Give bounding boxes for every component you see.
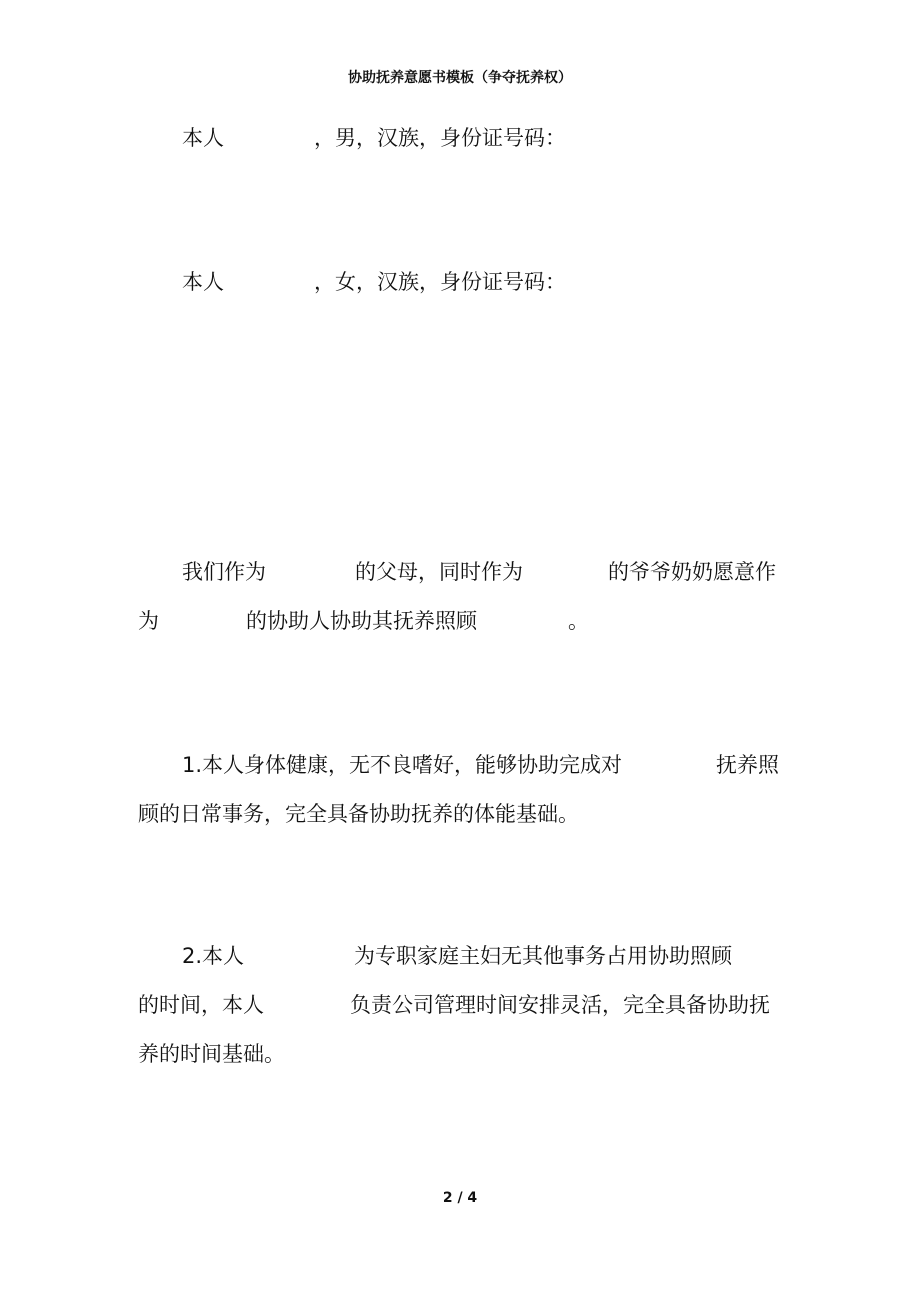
paragraph-line (138, 981, 782, 1030)
item-2-paragraph (138, 932, 782, 1079)
intro-text: 我们作为 (182, 560, 266, 584)
person-details: ，女，汉族，身份证号码： (314, 270, 566, 294)
item-text: 为专职家庭主妇无其他事务占用协助照顾 (354, 944, 732, 968)
item-text: 2.本人 (182, 944, 245, 968)
paragraph-line (138, 548, 782, 597)
item-text: 负责公司管理时间安排灵活，完全具备协助抚 (350, 993, 770, 1017)
intro-text: 为 (138, 609, 159, 633)
item-text: 1.本人身体健康，无不良嗜好，能够协助完成对 (182, 753, 623, 777)
paragraph-line (138, 114, 782, 163)
item-text: 抚养照 (716, 753, 779, 777)
paragraph-line (138, 258, 782, 307)
item-text: 养的时间基础。 (138, 1042, 285, 1066)
person-male-paragraph (138, 114, 782, 163)
item-1-paragraph (138, 741, 782, 839)
intro-paragraph (138, 548, 782, 646)
person-details: ，男，汉族，身份证号码： (314, 126, 566, 150)
person-female-paragraph (138, 258, 782, 307)
paragraph-line (138, 741, 782, 790)
intro-text: 的协助人协助其抚养照顾 (246, 609, 477, 633)
page-number: 2 / 4 (442, 1190, 478, 1206)
paragraph-line (138, 932, 782, 981)
paragraph-line (138, 597, 782, 646)
intro-text: 的爷爷奶奶愿意作 (608, 560, 776, 584)
person-prefix: 本人 (182, 126, 224, 150)
paragraph-line (138, 790, 782, 839)
item-text: 的时间，本人 (138, 993, 264, 1017)
intro-text: 的父母，同时作为 (355, 560, 523, 584)
paragraph-line (138, 1030, 782, 1079)
document-header: 协助抚养意愿书模板（争夺抚养权） (348, 70, 572, 86)
item-text: 顾的日常事务，完全具备协助抚养的体能基础。 (138, 802, 579, 826)
person-prefix: 本人 (182, 270, 224, 294)
intro-text: 。 (568, 609, 589, 633)
